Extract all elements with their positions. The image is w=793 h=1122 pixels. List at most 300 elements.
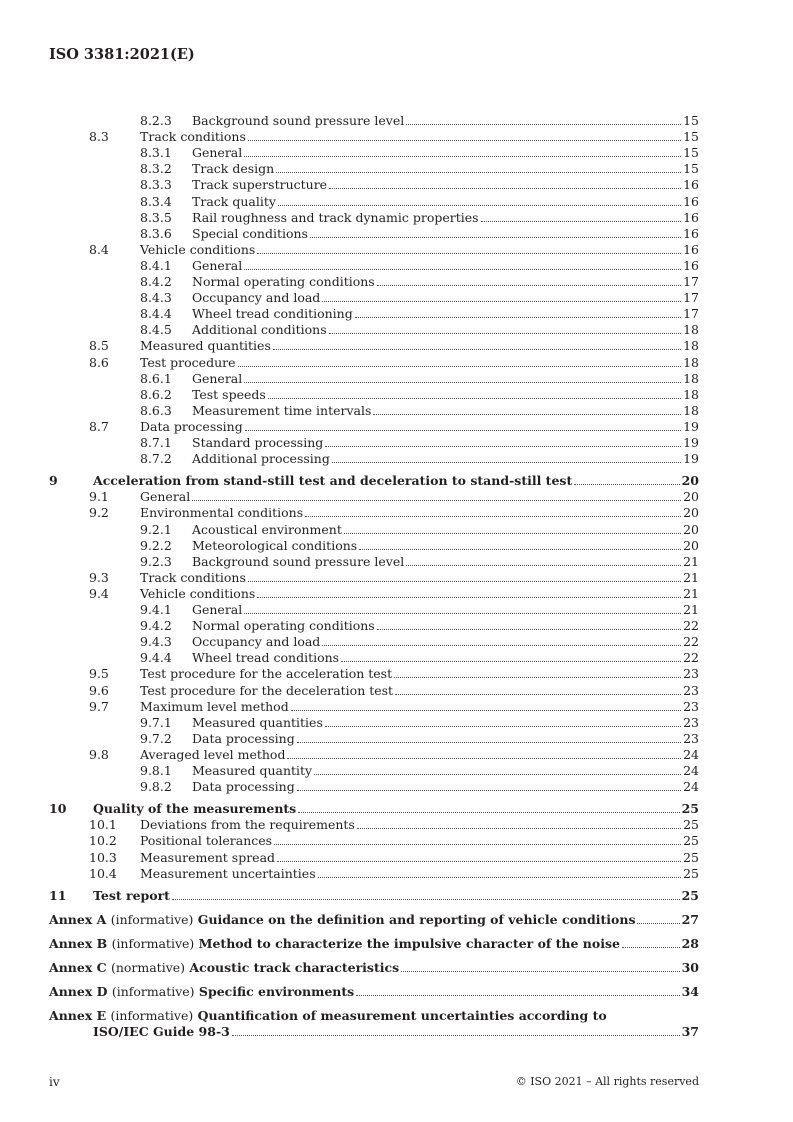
toc-entry[interactable] — [49, 570, 699, 586]
toc-entry-number: 8.6.3 — [140, 402, 172, 418]
toc-entry-number: 9.7.2 — [140, 730, 172, 746]
toc-entry-number: 9 — [49, 473, 58, 489]
toc-entry-page: 16 — [683, 257, 699, 273]
toc-entry-line — [140, 666, 699, 682]
toc-entry-number: 8.3 — [89, 129, 109, 145]
toc-entry-title: Deviations from the requirements — [140, 817, 355, 833]
leader-dots — [238, 366, 682, 367]
annex-heading — [49, 912, 635, 928]
toc-entry-title: Test procedure — [140, 354, 236, 370]
toc-entry-line — [192, 731, 699, 747]
toc-entry-title: Occupancy and load — [192, 290, 321, 306]
toc-entry[interactable] — [49, 274, 699, 290]
toc-entry-line — [192, 113, 699, 129]
toc-entry-title: Additional conditions — [192, 322, 327, 338]
leader-dots — [322, 301, 681, 302]
leader-dots — [622, 947, 680, 948]
toc-entry-number: 9.3 — [89, 569, 109, 585]
leader-dots — [574, 484, 679, 485]
toc-entry-title: General — [192, 602, 243, 617]
toc-entry-title: Track conditions — [140, 129, 246, 145]
toc-entry-line — [192, 779, 699, 795]
toc-entry-title: Test procedure for the deceleration test — [140, 682, 394, 698]
toc-entry-line — [192, 634, 699, 650]
toc-entry[interactable] — [49, 731, 699, 747]
toc-entry-title: Wheel tread conditioning — [192, 306, 353, 322]
toc-entry-title: Track superstructure — [192, 177, 328, 193]
toc-entry[interactable] — [49, 387, 699, 403]
leader-dots — [172, 899, 680, 900]
toc-entry-page: 18 — [683, 386, 699, 402]
toc-entry-line — [192, 258, 699, 274]
toc-entry-page: 16 — [683, 225, 699, 241]
toc-entry-line — [192, 522, 699, 538]
leader-dots — [325, 726, 681, 727]
leader-dots — [329, 188, 681, 189]
toc-entry-number: 9.7.1 — [140, 714, 172, 730]
toc-entry-number: 8.2.3 — [140, 113, 172, 128]
leader-dots — [329, 333, 681, 334]
toc-entry-number: 8.4.1 — [140, 257, 172, 273]
annex-entry[interactable] — [49, 1008, 699, 1040]
toc-entry-title: Special conditions — [192, 225, 308, 241]
annex-page: 28 — [681, 935, 699, 951]
leader-dots — [395, 694, 681, 695]
toc-entry-line — [93, 473, 699, 489]
toc-entry-line — [140, 355, 699, 371]
toc-entry-title: Rail roughness and track dynamic properties — [192, 209, 479, 225]
leader-dots — [305, 516, 681, 517]
toc-entry-number: 8.3.2 — [140, 161, 172, 177]
toc-entry-title: Normal operating conditions — [192, 618, 375, 634]
toc-entry-number: 8.4.4 — [140, 306, 172, 322]
copyright-notice: © ISO 2021 – All rights reserved — [515, 1075, 699, 1088]
toc-entry-title: Data processing — [192, 779, 295, 795]
toc-entry[interactable] — [49, 226, 699, 242]
toc-entry-line — [192, 435, 699, 451]
toc-entry-number: 10.2 — [89, 833, 117, 849]
leader-dots — [357, 828, 681, 829]
toc-entry-line — [192, 451, 699, 467]
toc-entry-title: Additional processing — [192, 451, 330, 467]
toc-entry-number: 8.7.1 — [140, 435, 172, 450]
toc-entry-number: 8.7.2 — [140, 451, 172, 467]
toc-entry-line — [140, 683, 699, 699]
leader-dots — [297, 790, 681, 791]
toc-entry-number: 8.4.5 — [140, 322, 172, 338]
toc-entry-page: 17 — [683, 290, 699, 306]
toc-entry-title: Measured quantities — [140, 338, 271, 354]
toc-entry[interactable] — [49, 435, 699, 451]
toc-entry-title: Acceleration from stand-still test and deceleration to stand-still test — [93, 473, 573, 489]
toc-entry[interactable] — [49, 554, 699, 570]
annex-entry[interactable] — [49, 984, 699, 1000]
toc-entry-line — [192, 618, 699, 634]
leader-dots — [276, 172, 681, 173]
leader-dots — [394, 677, 681, 678]
toc-entry[interactable] — [49, 522, 699, 538]
toc-entry[interactable] — [49, 161, 699, 177]
toc-entry-number: 8.6 — [89, 354, 109, 370]
leader-dots — [257, 597, 681, 598]
toc-entry-title: Occupancy and load — [192, 634, 321, 650]
toc-entry-page: 20 — [683, 505, 699, 521]
leader-dots — [401, 971, 679, 972]
annex-page: 34 — [681, 983, 699, 999]
toc-entry[interactable] — [49, 833, 699, 849]
toc-entry-page: 17 — [683, 274, 699, 289]
leader-dots — [481, 221, 682, 222]
toc-entry-page: 18 — [683, 402, 699, 418]
toc-entry-number: 8.4 — [89, 241, 109, 257]
toc-entry-title: Normal operating conditions — [192, 274, 375, 289]
toc-entry-page: 15 — [683, 129, 699, 145]
toc-entry-line — [192, 602, 699, 618]
leader-dots — [244, 156, 681, 157]
leader-dots — [278, 205, 681, 206]
annex-title: Specific environments — [198, 983, 355, 999]
toc-entry-line — [192, 226, 699, 242]
leader-dots — [310, 237, 681, 238]
toc-entry-title: Data processing — [140, 418, 243, 434]
toc-entry-page: 20 — [683, 521, 699, 537]
leader-dots — [277, 861, 681, 862]
toc-entry-page: 17 — [683, 306, 699, 322]
toc-entry[interactable] — [49, 451, 699, 467]
toc-entry-page: 21 — [683, 569, 699, 585]
toc-entry[interactable] — [49, 242, 699, 258]
toc-entry-title: Meteorological conditions — [192, 537, 358, 553]
toc-entry[interactable] — [49, 538, 699, 554]
toc-entry-title: Positional tolerances — [140, 833, 273, 849]
toc-entry-title: Test speeds — [192, 386, 266, 402]
toc-entry-page: 23 — [683, 698, 699, 714]
toc-entry-page: 22 — [683, 650, 699, 666]
toc-entry-page: 15 — [683, 145, 699, 161]
toc-entry-page: 24 — [683, 779, 699, 795]
toc-entry-number: 8.4.2 — [140, 274, 172, 289]
annex-label: Annex A — [49, 911, 107, 927]
toc-entry-page: 20 — [681, 473, 699, 489]
toc-entry-title: Wheel tread conditions — [192, 650, 340, 666]
toc-entry-line — [192, 538, 699, 554]
toc-entry-line — [192, 161, 699, 177]
toc-entry-number: 8.5 — [89, 338, 109, 354]
toc-entry-page: 25 — [683, 817, 699, 833]
annex-kind: (informative) — [110, 1007, 194, 1023]
annex-title: Quantification of measurement uncertainties according to — [197, 1007, 607, 1023]
leader-dots — [298, 812, 679, 813]
toc-entry-number: 11 — [49, 887, 67, 903]
leader-dots — [248, 140, 681, 141]
leader-dots — [318, 877, 681, 878]
toc-entry-page: 22 — [683, 618, 699, 634]
toc-entry-line — [192, 194, 699, 210]
toc-entry[interactable] — [49, 634, 699, 650]
toc-entry-number: 10.3 — [89, 849, 117, 865]
toc-entry[interactable] — [49, 355, 699, 371]
leader-dots — [244, 613, 681, 614]
annex-heading — [49, 960, 399, 976]
toc-entry[interactable] — [49, 194, 699, 210]
annex-label: Annex B — [49, 935, 108, 951]
annex-kind: (informative) — [111, 983, 195, 999]
toc-entry-number: 10 — [49, 801, 67, 817]
toc-entry-page: 19 — [683, 435, 699, 450]
toc-entry-number: 9.4.2 — [140, 618, 172, 634]
toc-entry-line — [192, 145, 699, 161]
toc-entry-number: 8.6.1 — [140, 370, 172, 386]
toc-entry-line — [140, 419, 699, 435]
toc-entry-line — [192, 306, 699, 322]
annex-title: Acoustic track characteristics — [189, 959, 400, 975]
toc-entry-title: Maximum level method — [140, 698, 289, 714]
leader-dots — [244, 269, 681, 270]
toc-entry-number: 10.1 — [89, 817, 117, 833]
toc-entry-page: 25 — [683, 849, 699, 865]
toc-entry[interactable] — [49, 505, 699, 521]
toc-entry-number: 9.4.4 — [140, 650, 172, 666]
toc-entry-page: 25 — [683, 833, 699, 849]
toc-entry-line — [192, 650, 699, 666]
leader-dots — [377, 285, 681, 286]
toc-entry-line — [140, 489, 699, 505]
toc-entry-title: Acoustical environment — [192, 521, 342, 537]
toc-entry-page: 18 — [683, 370, 699, 386]
toc-entry[interactable] — [49, 177, 699, 193]
annex-heading — [49, 936, 620, 952]
toc-entry[interactable] — [49, 129, 699, 145]
toc-entry-page: 21 — [683, 585, 699, 601]
toc-entry-line — [140, 866, 699, 882]
leader-dots — [297, 742, 681, 743]
annex-kind: (informative) — [111, 935, 195, 951]
toc-entry-number: 9.4 — [89, 585, 109, 601]
toc-entry-number: 8.4.3 — [140, 290, 172, 306]
toc-entry-page: 23 — [683, 682, 699, 698]
toc-entry-line — [192, 554, 699, 570]
toc-entry-line — [192, 763, 699, 779]
toc-entry-page: 16 — [683, 193, 699, 209]
toc-entry[interactable] — [49, 489, 699, 505]
toc-entry-title: Standard processing — [192, 435, 324, 450]
leader-dots — [245, 430, 681, 431]
toc-entry-title: Background sound pressure level — [192, 113, 405, 128]
toc-entry-title: Track design — [192, 161, 275, 177]
toc-entry-title: Test procedure for the acceleration test — [140, 666, 393, 682]
annex-title: Method to characterize the impulsive character of the noise — [198, 935, 620, 951]
toc-entry-number: 8.3.5 — [140, 209, 172, 225]
toc-entry-page: 18 — [683, 322, 699, 338]
toc-entry-number: 9.2.2 — [140, 537, 172, 553]
annex-entry[interactable] — [49, 936, 699, 952]
toc-entry[interactable] — [49, 306, 699, 322]
toc-entry[interactable] — [49, 602, 699, 618]
annex-label: Annex D — [49, 983, 108, 999]
toc-entry-page: 18 — [683, 354, 699, 370]
leader-dots — [355, 317, 681, 318]
toc-entry[interactable] — [49, 338, 699, 354]
toc-entry-number: 8.3.6 — [140, 225, 172, 241]
leader-dots — [322, 645, 681, 646]
toc-entry-page: 15 — [683, 113, 699, 128]
toc-entry[interactable] — [49, 290, 699, 306]
toc-entry-title: General — [192, 145, 243, 161]
toc-entry[interactable] — [49, 322, 699, 338]
toc-entry-page: 22 — [683, 634, 699, 650]
annex-line — [49, 936, 699, 952]
annex-kind: (informative) — [110, 911, 194, 927]
toc-entry[interactable] — [49, 258, 699, 274]
leader-dots — [406, 124, 681, 125]
toc-entry[interactable] — [49, 210, 699, 226]
toc-entry[interactable] — [49, 850, 699, 866]
leader-dots — [314, 774, 681, 775]
toc-entry-title: Measurement spread — [140, 849, 276, 865]
leader-dots — [325, 446, 681, 447]
toc-entry-line — [140, 505, 699, 521]
toc-entry[interactable] — [49, 371, 699, 387]
toc-entry[interactable] — [49, 763, 699, 779]
toc-entry-number: 9.8.2 — [140, 779, 172, 795]
leader-dots — [637, 923, 679, 924]
toc-entry[interactable] — [49, 699, 699, 715]
toc-entry-number: 9.4.3 — [140, 634, 172, 650]
toc-entry-number: 9.6 — [89, 682, 109, 698]
toc-entry-title: Environmental conditions — [140, 505, 304, 521]
leader-dots — [332, 462, 681, 463]
toc-entry-page: 19 — [683, 451, 699, 467]
toc-entry-page: 23 — [683, 714, 699, 730]
leader-dots — [359, 549, 681, 550]
toc-entry-page: 25 — [681, 887, 699, 903]
toc-entry-line — [140, 129, 699, 145]
annex-title-continuation: ISO/IEC Guide 98-3 — [93, 1023, 230, 1039]
toc-entry-line — [140, 817, 699, 833]
toc-entry-title: Track quality — [192, 193, 276, 209]
toc-entry-title: Averaged level method — [140, 746, 286, 762]
toc-entry-line — [93, 801, 699, 817]
leader-dots — [257, 253, 681, 254]
toc-entry-line — [192, 274, 699, 290]
toc-entry-title: Measurement time intervals — [192, 402, 372, 418]
toc-entry[interactable] — [49, 419, 699, 435]
annex-title-first-line — [49, 1008, 607, 1024]
toc-entry-number: 9.4.1 — [140, 602, 172, 617]
leader-dots — [274, 844, 681, 845]
leader-dots — [291, 710, 681, 711]
toc-entry[interactable] — [49, 403, 699, 419]
toc-entry-line — [192, 715, 699, 731]
toc-entry-title: Vehicle conditions — [140, 585, 256, 601]
toc-entry-page: 21 — [683, 553, 699, 569]
toc-entry-title: Vehicle conditions — [140, 241, 256, 257]
toc-entry[interactable] — [49, 650, 699, 666]
toc-entry-title: Test report — [93, 887, 170, 903]
toc-entry[interactable] — [49, 113, 699, 129]
toc-entry-page: 20 — [683, 489, 699, 505]
annex-title: Guidance on the definition and reporting of vehicle conditions — [197, 911, 636, 927]
toc-entry-number: 8.7 — [89, 418, 109, 434]
toc-entry[interactable] — [49, 779, 699, 795]
toc-entry-number: 8.6.2 — [140, 386, 172, 402]
toc-entry-title: Quality of the measurements — [93, 801, 297, 817]
toc-entry[interactable] — [49, 801, 699, 817]
annex-entry[interactable] — [49, 960, 699, 976]
toc-entry-number: 9.8.1 — [140, 763, 172, 778]
toc-entry[interactable] — [49, 866, 699, 882]
toc-entry-page: 15 — [683, 161, 699, 177]
toc-entry-line — [192, 177, 699, 193]
toc-entry-title: Measured quantity — [192, 763, 313, 778]
toc-entry-title: Track conditions — [140, 569, 246, 585]
document-id-header: ISO 3381:2021(E) — [49, 46, 195, 63]
annex-line — [49, 960, 699, 976]
toc-entry-page: 16 — [683, 177, 699, 193]
toc-entry-page: 20 — [683, 537, 699, 553]
annex-label: Annex C — [49, 959, 107, 975]
toc-entry[interactable] — [49, 473, 699, 489]
page-number: iv — [49, 1075, 60, 1089]
toc-entry-line — [192, 210, 699, 226]
toc-entry[interactable] — [49, 817, 699, 833]
toc-entry-line — [140, 833, 699, 849]
toc-entry-line — [140, 850, 699, 866]
toc-entry-number: 8.3.4 — [140, 193, 172, 209]
toc-entry[interactable] — [49, 683, 699, 699]
toc-entry[interactable] — [49, 145, 699, 161]
toc-entry-title: General — [140, 489, 191, 505]
toc-entry-line — [140, 338, 699, 354]
toc-entry-number: 9.5 — [89, 666, 109, 682]
leader-dots — [232, 1035, 680, 1036]
toc-entry-title: Data processing — [192, 730, 295, 746]
leader-dots — [373, 414, 681, 415]
annex-entry[interactable] — [49, 912, 699, 928]
toc-entry-page: 18 — [683, 338, 699, 354]
toc-entry[interactable] — [49, 586, 699, 602]
toc-entry-line — [93, 888, 699, 904]
leader-dots — [273, 349, 681, 350]
leader-dots — [344, 533, 681, 534]
toc-entry-line — [192, 290, 699, 306]
toc-entry[interactable] — [49, 888, 699, 904]
annex-line — [49, 912, 699, 928]
toc-entry-number: 9.8 — [89, 746, 109, 762]
leader-dots — [356, 995, 679, 996]
annex-page: 37 — [681, 1023, 699, 1039]
toc-entry-line — [140, 570, 699, 586]
annex-heading — [49, 984, 354, 1000]
toc-entry-line — [140, 747, 699, 763]
toc-entry-number: 9.2.1 — [140, 521, 172, 537]
toc-entry-line — [140, 242, 699, 258]
toc-entry-page: 16 — [683, 241, 699, 257]
toc-entry[interactable] — [49, 618, 699, 634]
annex-page: 27 — [681, 911, 699, 927]
leader-dots — [244, 382, 681, 383]
toc-entry-number: 9.1 — [89, 489, 109, 505]
leader-dots — [377, 629, 681, 630]
toc-entry[interactable] — [49, 666, 699, 682]
annex-label: Annex E — [49, 1007, 107, 1023]
toc-entry-number: 10.4 — [89, 865, 117, 881]
toc-entry-page: 16 — [683, 209, 699, 225]
toc-entry[interactable] — [49, 715, 699, 731]
toc-entry-title: Measurement uncertainties — [140, 865, 316, 881]
toc-entry[interactable] — [49, 747, 699, 763]
toc-entry-title: Measured quantities — [192, 714, 323, 730]
